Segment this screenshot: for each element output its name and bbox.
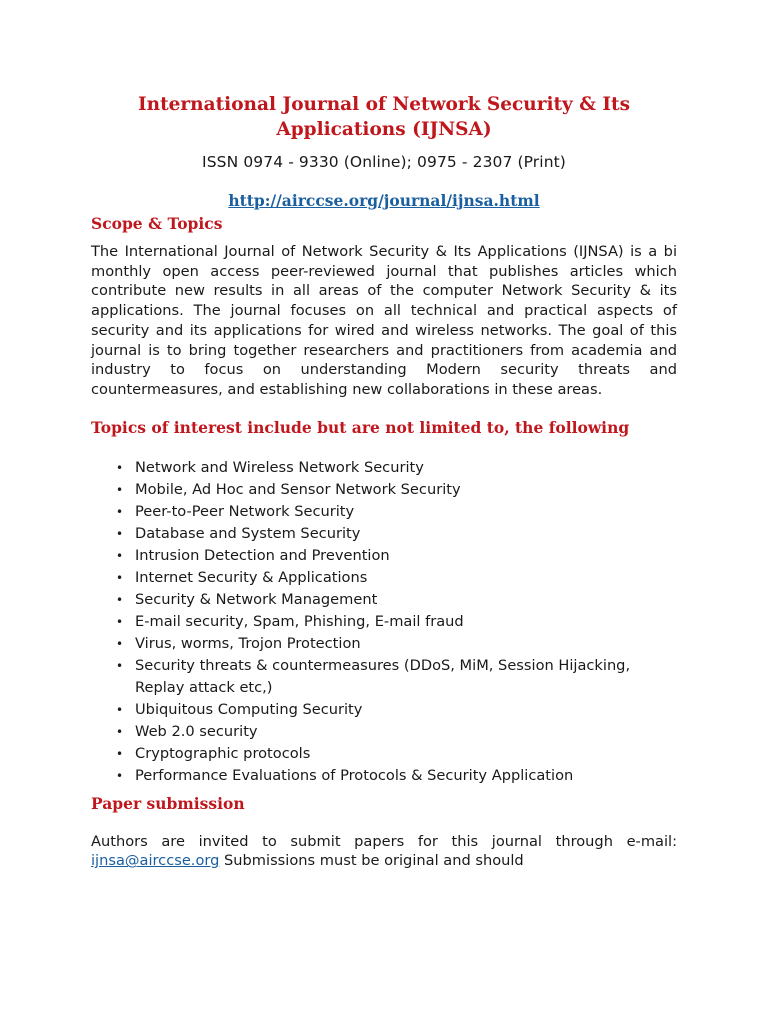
list-item-text: Database and System Security: [135, 524, 361, 542]
bullet-icon: •: [116, 570, 124, 585]
journal-url-line: [91, 191, 677, 211]
list-item-text: Ubiquitous Computing Security: [135, 700, 363, 718]
journal-title-line-2: Applications (IJNSA): [276, 119, 492, 140]
list-item: [116, 567, 677, 589]
list-item-text: Security & Network Management: [135, 590, 378, 608]
list-item: [116, 545, 677, 567]
bullet-icon: •: [116, 724, 124, 739]
list-item: [116, 589, 677, 611]
bullet-icon: •: [116, 460, 124, 475]
list-item-text: Web 2.0 security: [135, 722, 258, 740]
list-item-text: Intrusion Detection and Prevention: [135, 546, 390, 564]
bullet-icon: •: [116, 658, 124, 673]
bullet-icon: •: [116, 482, 124, 497]
list-item: [116, 721, 677, 743]
list-item: [116, 611, 677, 633]
topics-list: [91, 457, 677, 787]
document-page: [91, 92, 677, 886]
list-item-text: Peer-to-Peer Network Security: [135, 502, 355, 520]
paper-submission-heading: Paper submission: [91, 793, 245, 813]
bullet-icon: •: [116, 504, 124, 519]
list-item-text: Mobile, Ad Hoc and Sensor Network Security: [135, 480, 461, 498]
list-item-text: E-mail security, Spam, Phishing, E-mail fraud: [135, 612, 464, 630]
bullet-icon: •: [116, 592, 124, 607]
list-item: [116, 743, 677, 765]
list-item-text: Security threats & countermeasures (DDoS, MiM, Session Hijacking, Replay attack etc,): [135, 656, 631, 696]
journal-title-line-1: International Journal of Network Security & Its: [138, 94, 630, 115]
list-item-text: Performance Evaluations of Protocols & Security Application: [135, 766, 574, 784]
issn-line: ISSN 0974 - 9330 (Online); 0975 - 2307 (Print): [202, 153, 566, 171]
list-item: [116, 523, 677, 545]
journal-url-link[interactable]: http://airccse.org/journal/ijnsa.html: [228, 191, 540, 210]
list-item-text: Virus, worms, Trojon Protection: [135, 634, 361, 652]
scope-paragraph: The International Journal of Network Security & Its Applications (IJNSA) is a bi monthly open access peer-reviewed journal that publishes articles which contribute new results in all areas of the computer Network Security & its applications. The journal focuses on all technical and practical aspects of security and its applications for wired and wireless networks. The goal of this journal is to bring together researchers and practitioners from academia and industry to focus on understanding Modern security threats and countermeasures, and establishing new collaborations in these areas.: [91, 243, 677, 398]
submission-text-before: Authors are invited to submit papers for this journal through e-mail:: [91, 832, 677, 850]
list-item: [116, 699, 677, 721]
list-item-text: Network and Wireless Network Security: [135, 458, 424, 476]
list-item: [116, 633, 677, 655]
bullet-icon: •: [116, 614, 124, 629]
bullet-icon: •: [116, 746, 124, 761]
list-item: [116, 765, 677, 787]
topics-heading: Topics of interest include but are not limited to, the following: [91, 417, 630, 437]
list-item-text: Internet Security & Applications: [135, 568, 368, 586]
bullet-icon: •: [116, 702, 124, 717]
submission-paragraph: [91, 832, 677, 871]
list-item: [116, 479, 677, 501]
list-item: [116, 457, 677, 479]
bullet-icon: •: [116, 768, 124, 783]
list-item: [116, 655, 677, 699]
scope-heading: Scope & Topics: [91, 214, 223, 233]
bullet-icon: •: [116, 526, 124, 541]
list-item-text: Cryptographic protocols: [135, 744, 311, 762]
submission-text-after: Submissions must be original and should: [219, 852, 524, 870]
journal-title: [91, 92, 677, 142]
bullet-icon: •: [116, 548, 124, 563]
submission-email-link[interactable]: ijnsa@airccse.org: [91, 852, 220, 870]
list-item: [116, 501, 677, 523]
bullet-icon: •: [116, 636, 124, 651]
